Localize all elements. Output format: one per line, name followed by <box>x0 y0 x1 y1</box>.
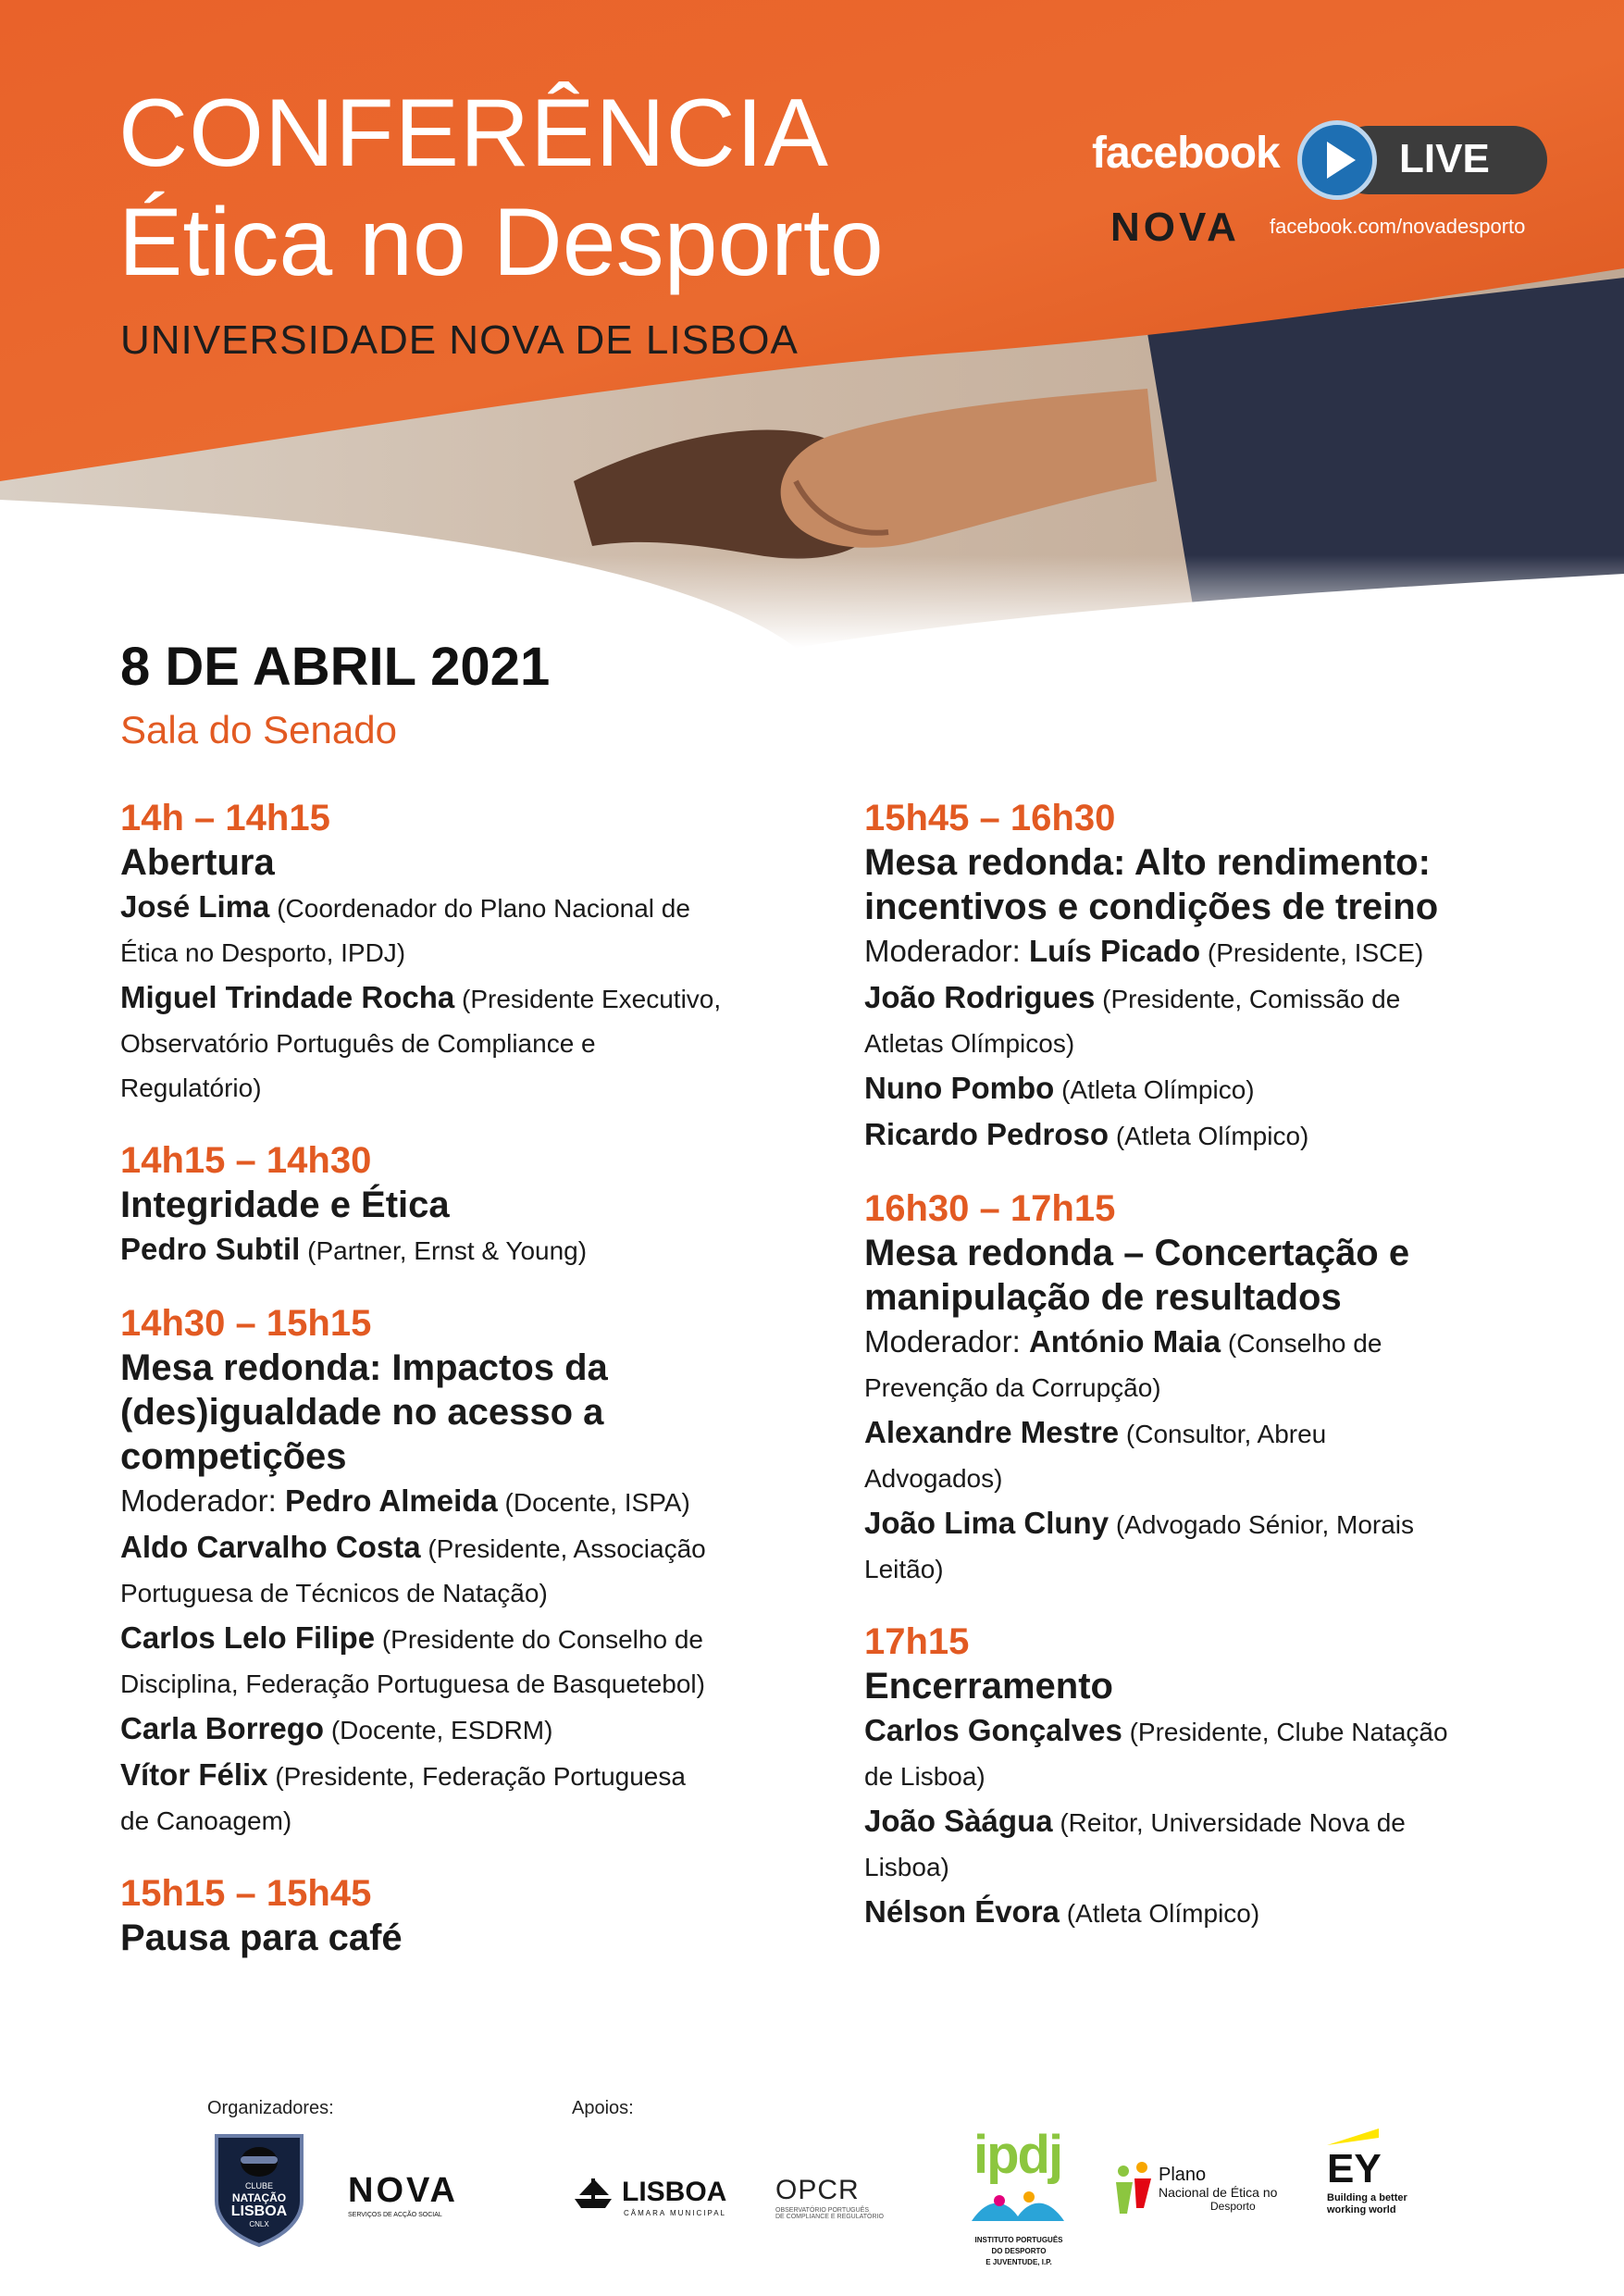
speaker-role: Regulatório) <box>120 1074 262 1102</box>
session-title: Mesa redonda: Impactos da <box>120 1347 608 1388</box>
speaker-role: (Partner, Ernst & Young) <box>300 1236 588 1265</box>
speaker-name: Miguel Trindade Rocha <box>120 980 455 1014</box>
pned-line1: Plano <box>1159 2165 1207 2185</box>
conference-title-line1: CONFERÊNCIA <box>118 80 829 187</box>
speaker-line <box>120 1571 833 1616</box>
speaker-line <box>120 1066 833 1111</box>
speaker-line <box>864 1410 1577 1457</box>
speaker-role: Lisboa) <box>864 1853 949 1881</box>
organizers-label: Organizadores: <box>207 2098 334 2118</box>
session-title: Integridade e Ética <box>120 1185 450 1225</box>
speaker-name: João Rodrigues <box>864 980 1096 1014</box>
session-title: competições <box>120 1436 347 1477</box>
moderator-role: (Presidente, ISCE) <box>1200 938 1424 967</box>
speaker-line <box>864 1112 1577 1159</box>
speaker-line <box>864 975 1577 1022</box>
program-session <box>864 796 1577 1159</box>
speaker-name: Nélson Évora <box>864 1894 1060 1929</box>
speaker-role: (Consultor, Abreu <box>1119 1420 1327 1448</box>
speaker-line <box>864 1755 1577 1799</box>
speaker-role: de Canoagem) <box>120 1806 292 1835</box>
program-session <box>120 1138 833 1273</box>
session-title: Encerramento <box>864 1666 1113 1706</box>
program-session <box>864 1620 1577 1936</box>
cnl-line4: CNLX <box>249 2220 269 2228</box>
speaker-role: (Presidente, Federação Portuguesa <box>267 1762 686 1791</box>
ey-tagline2: working world <box>1327 2204 1396 2215</box>
session-time: 17h15 <box>864 1621 970 1662</box>
program-column-right <box>864 796 1577 1964</box>
session-time: 16h30 – 17h15 <box>864 1188 1116 1229</box>
moderator-label: Moderador: <box>120 1483 285 1518</box>
conference-title-line2: Ética no Desporto <box>118 189 884 296</box>
play-icon <box>1302 125 1372 195</box>
pned-line2: Nacional de Ética no <box>1159 2185 1278 2200</box>
session-time: 14h30 – 15h15 <box>120 1303 372 1344</box>
cnl-line1: CLUBE <box>244 2181 273 2191</box>
speaker-name: Ricardo Pedroso <box>864 1117 1110 1151</box>
session-time: 15h45 – 16h30 <box>864 798 1116 838</box>
speaker-role: (Reitor, Universidade Nova de <box>1052 1808 1406 1837</box>
speaker-role: Ética no Desporto, IPDJ) <box>120 938 406 967</box>
cnl-line3: LISBOA <box>230 2203 288 2219</box>
speaker-line <box>864 1547 1577 1592</box>
speaker-line <box>864 1457 1577 1501</box>
pned-logo <box>1110 2162 1286 2227</box>
speaker-role: (Presidente, Associação <box>420 1534 706 1563</box>
session-title: Mesa redonda – Concertação e <box>864 1233 1410 1273</box>
ey-tagline1: Building a better <box>1327 2192 1407 2203</box>
program-session <box>120 1301 833 1843</box>
speaker-line <box>864 1890 1577 1936</box>
ey-logo <box>1323 2128 1425 2230</box>
speaker-role: Advogados) <box>864 1464 1003 1493</box>
speaker-role: Portuguesa de Técnicos de Natação) <box>120 1579 548 1607</box>
session-time: 14h – 14h15 <box>120 798 330 838</box>
speaker-name: Aldo Carvalho Costa <box>120 1530 421 1564</box>
program-session <box>120 1871 833 1960</box>
moderator-line <box>864 1320 1577 1366</box>
speaker-role: de Lisboa) <box>864 1762 986 1791</box>
speaker-name: João Sàágua <box>864 1804 1053 1838</box>
opcr-caption2: DE COMPLIANCE E REGULATÓRIO <box>775 2214 884 2220</box>
play-circle-icon <box>1297 120 1377 200</box>
moderator-role: (Docente, ISPA) <box>497 1488 690 1517</box>
live-label: LIVE <box>1399 136 1490 181</box>
pned-line3: Desporto <box>1210 2200 1256 2213</box>
session-title: incentivos e condições de treino <box>864 887 1439 927</box>
speaker-line <box>120 1706 833 1753</box>
speaker-role: (Presidente do Conselho de <box>375 1625 703 1654</box>
speaker-role: (Presidente, Clube Natação <box>1122 1718 1448 1746</box>
opcr-word: OPCR <box>775 2175 860 2205</box>
opcr-logo <box>775 2177 933 2223</box>
session-title: Mesa redonda: Alto rendimento: <box>864 842 1431 883</box>
moderator-line <box>120 1479 833 1525</box>
program-session <box>864 1186 1577 1592</box>
nova-logo: NOVA <box>1110 205 1240 250</box>
speaker-line <box>120 1753 833 1799</box>
moderator-role: (Conselho de <box>1221 1329 1382 1358</box>
speaker-line <box>864 1799 1577 1845</box>
speaker-line <box>864 1022 1577 1066</box>
lisboa-word: LISBOA <box>622 2177 727 2207</box>
speaker-name: Pedro Subtil <box>120 1232 301 1266</box>
moderator-role: Prevenção da Corrupção) <box>864 1373 1161 1402</box>
speaker-name: Nuno Pombo <box>864 1071 1055 1105</box>
moderator-name: António Maia <box>1028 1324 1221 1359</box>
moderator-label: Moderador: <box>864 934 1029 968</box>
ipdj-caption2: DO DESPORTO <box>991 2247 1047 2255</box>
conference-subtitle: UNIVERSIDADE NOVA DE LISBOA <box>120 317 799 363</box>
moderator-name: Pedro Almeida <box>284 1483 498 1518</box>
speaker-role: Atletas Olímpicos) <box>864 1029 1075 1058</box>
speaker-line <box>120 1799 833 1843</box>
speaker-line <box>120 1662 833 1706</box>
lisboa-camara-logo <box>570 2175 737 2221</box>
ey-beam-icon <box>1327 2128 1379 2145</box>
facebook-wordmark: facebook <box>1092 129 1280 178</box>
moderator-label: Moderador: <box>864 1324 1029 1359</box>
clube-natacao-lisboa-logo <box>211 2128 307 2247</box>
speaker-line <box>864 1708 1577 1755</box>
speaker-role: (Presidente Executivo, <box>454 985 722 1013</box>
speaker-line <box>864 1501 1577 1547</box>
ship-crest-icon <box>570 2175 616 2212</box>
ipdj-word: ipdj <box>973 2125 1062 2185</box>
live-pill <box>1297 120 1624 200</box>
supports-label: Apoios: <box>572 2098 634 2118</box>
nova-sas-caption: SERVIÇOS DE ACÇÃO SOCIAL <box>348 2212 442 2218</box>
facebook-live-badge[interactable] <box>1092 113 1555 252</box>
nova-sas-logo <box>348 2173 487 2219</box>
cnl-line2: NATAÇÃO <box>231 2191 287 2204</box>
speaker-role: Leitão) <box>864 1555 944 1583</box>
session-title: Pausa para café <box>120 1917 403 1958</box>
session-title: manipulação de resultados <box>864 1277 1342 1318</box>
speaker-line <box>864 1845 1577 1890</box>
session-time: 15h15 – 15h45 <box>120 1873 372 1914</box>
session-title: Abertura <box>120 842 275 883</box>
speaker-role: (Presidente, Comissão de <box>1095 985 1401 1013</box>
speaker-line <box>120 931 833 975</box>
speaker-role: (Docente, ESDRM) <box>324 1716 553 1744</box>
hero-banner <box>0 0 1624 648</box>
speaker-role: Observatório Português de Compliance e <box>120 1029 596 1058</box>
speaker-name: José Lima <box>120 889 270 924</box>
event-date: 8 DE ABRIL 2021 <box>120 637 551 697</box>
speaker-line <box>864 1066 1577 1112</box>
ipdj-caption1: INSTITUTO PORTUGUÊS <box>974 2236 1063 2244</box>
speaker-role: (Atleta Olímpico) <box>1109 1122 1309 1150</box>
ey-word: EY <box>1327 2146 1382 2191</box>
lisboa-caption: CÂMARA MUNICIPAL <box>624 2209 726 2217</box>
speaker-role: Disciplina, Federação Portuguesa de Basquetebol) <box>120 1669 705 1698</box>
opcr-caption1: OBSERVATÓRIO PORTUGUÊS <box>775 2207 870 2214</box>
speaker-role: (Atleta Olímpico) <box>1059 1899 1260 1928</box>
speaker-line <box>120 885 833 931</box>
speaker-name: Vítor Félix <box>120 1757 268 1792</box>
speaker-line <box>120 1022 833 1066</box>
moderator-name: Luís Picado <box>1028 934 1201 968</box>
speaker-line <box>120 975 833 1022</box>
speaker-role: (Coordenador do Plano Nacional de <box>269 894 690 923</box>
speaker-name: Carlos Gonçalves <box>864 1713 1122 1747</box>
facebook-url-link[interactable]: facebook.com/novadesporto <box>1270 215 1526 238</box>
moderator-line <box>864 1366 1577 1410</box>
ipdj-caption3: E JUVENTUDE, I.P. <box>986 2258 1052 2266</box>
event-venue: Sala do Senado <box>120 708 397 751</box>
session-title: (des)igualdade no acesso a <box>120 1392 604 1433</box>
pned-figures-icon <box>1110 2162 1157 2217</box>
speaker-name: Alexandre Mestre <box>864 1415 1120 1449</box>
speaker-role: (Atleta Olímpico) <box>1054 1075 1255 1104</box>
program-session <box>120 796 833 1111</box>
speaker-line <box>120 1616 833 1662</box>
speaker-name: João Lima Cluny <box>864 1506 1110 1540</box>
speaker-name: Carlos Lelo Filipe <box>120 1620 376 1655</box>
ipdj-logo <box>968 2125 1070 2284</box>
speaker-line <box>120 1227 833 1273</box>
speaker-role: (Advogado Sénior, Morais <box>1109 1510 1415 1539</box>
session-time: 14h15 – 14h30 <box>120 1140 372 1181</box>
program-column-left <box>120 796 833 1988</box>
speaker-line <box>120 1525 833 1571</box>
ipdj-figures-icon <box>972 2184 1064 2230</box>
nova-sas-word: NOVA <box>348 2171 458 2210</box>
speaker-name: Carla Borrego <box>120 1711 325 1745</box>
moderator-line <box>864 929 1577 975</box>
